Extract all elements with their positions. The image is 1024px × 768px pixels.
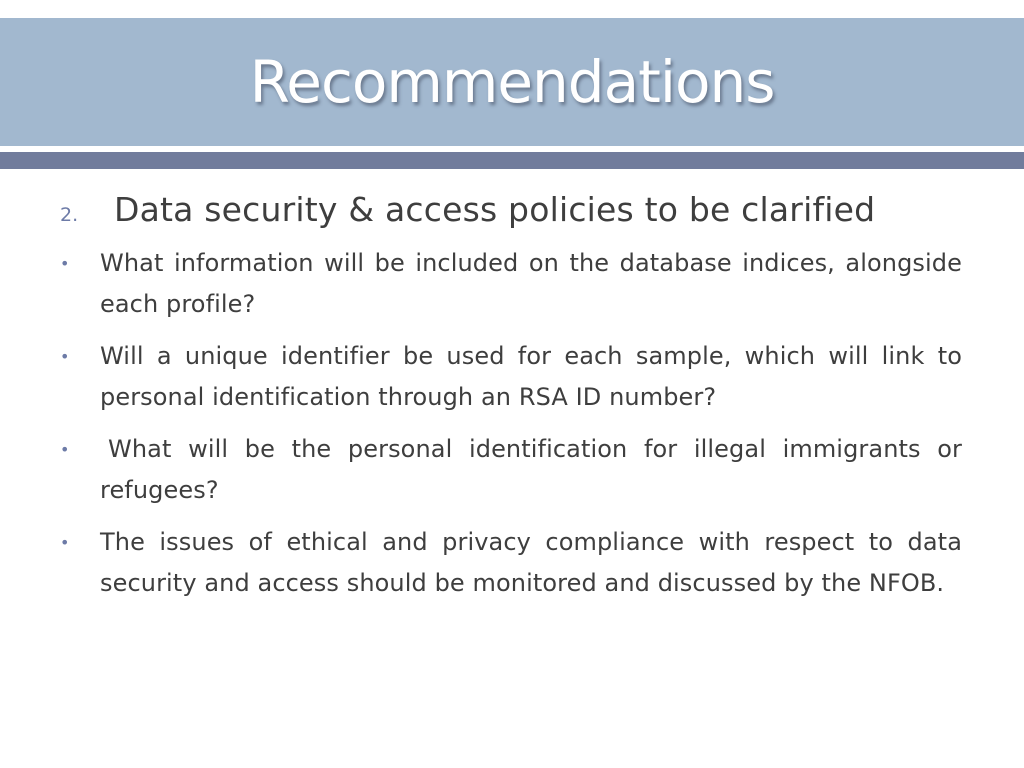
bullet-text: What information will be included on the database indices, alongside each profile? bbox=[100, 249, 962, 318]
bullet-item-1 bbox=[60, 243, 962, 325]
bullet-item-2 bbox=[60, 336, 962, 418]
bullet-dot-icon: • bbox=[60, 440, 70, 459]
bullet-dot-icon: • bbox=[60, 254, 70, 273]
title-divider-dark bbox=[0, 152, 1024, 169]
bullet-item-3 bbox=[60, 429, 962, 511]
slide-content bbox=[60, 190, 962, 615]
item-number: 2. bbox=[60, 204, 79, 226]
bullet-dot-icon: • bbox=[60, 533, 70, 552]
bullet-dot-icon: • bbox=[60, 347, 70, 366]
item-heading: Data security & access policies to be clarified bbox=[114, 190, 876, 229]
bullet-item-4 bbox=[60, 522, 962, 604]
slide-title: Recommendations bbox=[249, 48, 775, 116]
bullet-text: What will be the personal identification for illegal immigrants or refugees? bbox=[100, 435, 962, 504]
bullet-text: Will a unique identifier be used for each sample, which will link to personal identification through an RSA ID number? bbox=[100, 342, 962, 411]
bullet-text: The issues of ethical and privacy compliance with respect to data security and access should be monitored and discussed by the NFOB. bbox=[100, 528, 962, 597]
numbered-item bbox=[60, 190, 962, 229]
